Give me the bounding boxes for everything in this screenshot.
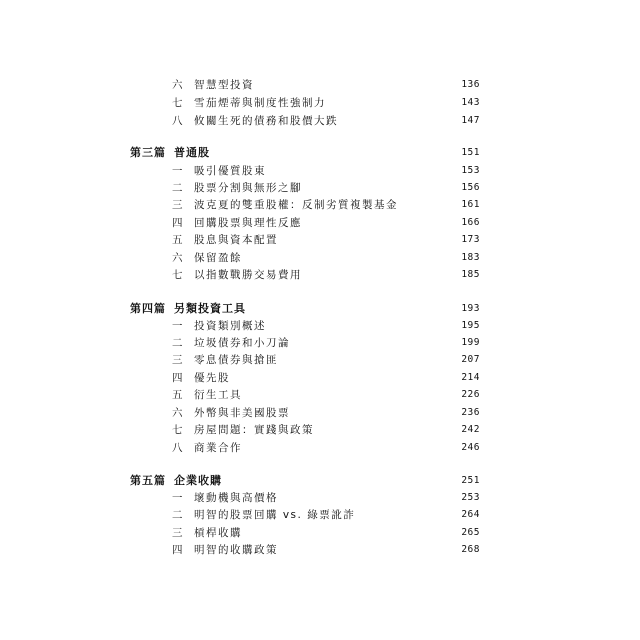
- toc-entry: [0, 249, 640, 267]
- entry-title: 垃圾債券和小刀論: [194, 337, 290, 349]
- entry-number: 八: [172, 442, 184, 454]
- entry-title: 投資類別概述: [194, 320, 266, 332]
- entry-page: 143: [461, 97, 480, 108]
- entry-page: 147: [461, 115, 480, 126]
- entry-title: 商業合作: [194, 442, 242, 454]
- toc-entry: [0, 266, 640, 284]
- toc-entry: [0, 439, 640, 457]
- part-title: 企業收購: [174, 474, 222, 487]
- part-page: 151: [461, 147, 480, 158]
- entry-page: 136: [461, 79, 480, 90]
- entry-title: 波克夏的雙重股權：反制劣質複製基金: [194, 199, 398, 211]
- toc-entry: [0, 351, 640, 369]
- entry-number: 四: [172, 544, 184, 556]
- toc-entry: [0, 369, 640, 387]
- part-number: 第五篇: [130, 474, 166, 487]
- entry-page: 161: [461, 199, 480, 210]
- entry-page: 265: [461, 527, 480, 538]
- toc-entry: [0, 76, 640, 94]
- entry-page: 242: [461, 424, 480, 435]
- toc-entry: [0, 317, 640, 335]
- entry-title: 明智的股票回購 vs. 綠票訛詐: [194, 509, 356, 521]
- entry-page: 264: [461, 509, 480, 520]
- entry-page: 214: [461, 372, 480, 383]
- entry-number: 三: [172, 527, 184, 539]
- entry-page: 156: [461, 182, 480, 193]
- entry-title: 明智的收購政策: [194, 544, 278, 556]
- entry-page: 195: [461, 320, 480, 331]
- toc-entry: [0, 506, 640, 524]
- toc-entry: [0, 231, 640, 249]
- entry-title: 智慧型投資: [194, 79, 254, 91]
- part-title: 普通股: [174, 146, 210, 159]
- part-page: 193: [461, 303, 480, 314]
- part-page: 251: [461, 475, 480, 486]
- entry-page: 153: [461, 165, 480, 176]
- toc-entry: [0, 214, 640, 232]
- entry-number: 五: [172, 389, 184, 401]
- entry-page: 268: [461, 544, 480, 555]
- entry-page: 226: [461, 389, 480, 400]
- entry-title: 衍生工具: [194, 389, 242, 401]
- entry-number: 一: [172, 165, 184, 177]
- entry-number: 二: [172, 337, 184, 349]
- entry-number: 五: [172, 234, 184, 246]
- part-number: 第三篇: [130, 146, 166, 159]
- entry-title: 房屋問題：實踐與政策: [194, 424, 314, 436]
- entry-number: 四: [172, 372, 184, 384]
- entry-page: 236: [461, 407, 480, 418]
- entry-page: 166: [461, 217, 480, 228]
- toc-entry: [0, 196, 640, 214]
- entry-number: 八: [172, 115, 184, 127]
- entry-number: 一: [172, 320, 184, 332]
- entry-number: 二: [172, 509, 184, 521]
- toc-entry: [0, 162, 640, 180]
- entry-page: 253: [461, 492, 480, 503]
- toc-entry: [0, 421, 640, 439]
- entry-number: 六: [172, 252, 184, 264]
- entry-number: 二: [172, 182, 184, 194]
- toc-entry: [0, 179, 640, 197]
- entry-page: 207: [461, 354, 480, 365]
- toc-entry: [0, 524, 640, 542]
- entry-title: 以指數戰勝交易費用: [194, 269, 302, 281]
- entry-title: 零息債券與搶匪: [194, 354, 278, 366]
- entry-title: 優先股: [194, 372, 230, 384]
- entry-page: 246: [461, 442, 480, 453]
- entry-page: 173: [461, 234, 480, 245]
- toc-entry: [0, 112, 640, 130]
- entry-title: 攸關生死的債務和股價大跌: [194, 115, 338, 127]
- toc-entry: [0, 386, 640, 404]
- entry-number: 七: [172, 424, 184, 436]
- entry-page: 185: [461, 269, 480, 280]
- entry-title: 外幣與非美國股票: [194, 407, 290, 419]
- toc-entry: [0, 489, 640, 507]
- entry-number: 六: [172, 407, 184, 419]
- part-number: 第四篇: [130, 302, 166, 315]
- entry-title: 雪茄煙蒂與制度性強制力: [194, 97, 326, 109]
- entry-number: 三: [172, 354, 184, 366]
- toc-entry: [0, 334, 640, 352]
- entry-title: 股息與資本配置: [194, 234, 278, 246]
- toc-entry: [0, 541, 640, 559]
- toc-part-heading: [0, 144, 640, 162]
- entry-page: 183: [461, 252, 480, 263]
- entry-number: 六: [172, 79, 184, 91]
- toc-entry: [0, 404, 640, 422]
- entry-page: 199: [461, 337, 480, 348]
- entry-number: 三: [172, 199, 184, 211]
- entry-title: 吸引優質股東: [194, 165, 266, 177]
- part-title: 另類投資工具: [174, 302, 246, 315]
- entry-number: 七: [172, 97, 184, 109]
- entry-title: 壞動機與高價格: [194, 492, 278, 504]
- entry-title: 回購股票與理性反應: [194, 217, 302, 229]
- toc-part-heading: [0, 300, 640, 318]
- entry-title: 槓桿收購: [194, 527, 242, 539]
- entry-number: 四: [172, 217, 184, 229]
- toc-part-heading: [0, 472, 640, 490]
- entry-number: 七: [172, 269, 184, 281]
- entry-title: 保留盈餘: [194, 252, 242, 264]
- entry-number: 一: [172, 492, 184, 504]
- toc-entry: [0, 94, 640, 112]
- entry-title: 股票分割與無形之腳: [194, 182, 302, 194]
